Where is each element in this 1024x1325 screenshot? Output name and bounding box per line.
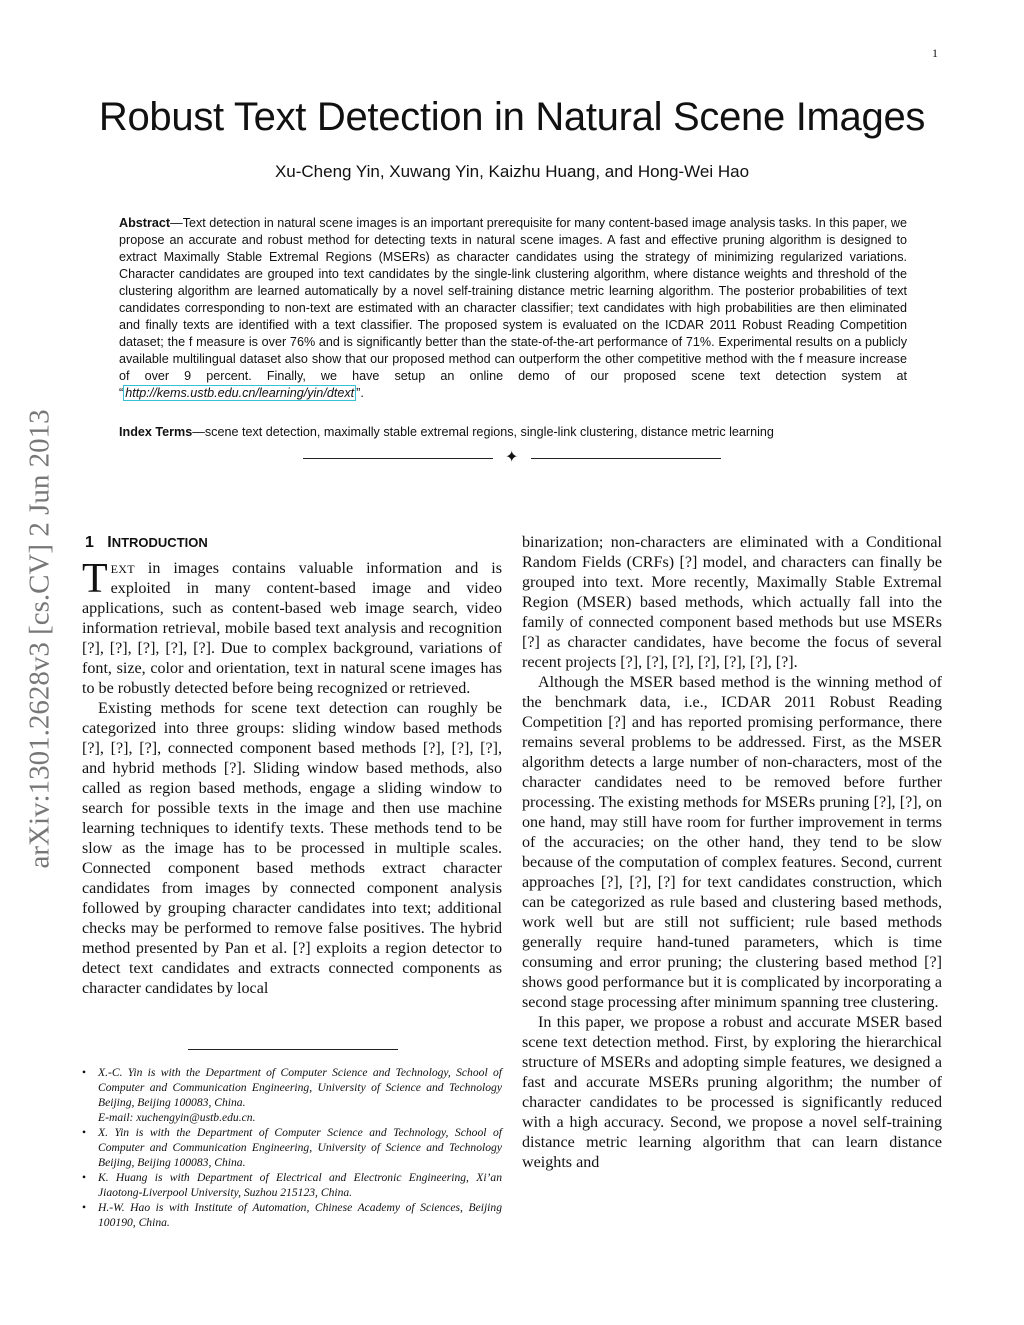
paragraph: binarization; non-characters are eliminated with a Conditional Random Fields (CRFs) [?] model, and characters can finally be grouped into text. More recently, Maximally Stable Extremal Region (MSER) based methods, which actually fall into the family of connected component based methods but use MSERs [?] as character candidates, have become the focus of several recent projects [?], [?], [?], [?], [?], [?], [?]. (522, 534, 942, 671)
first-word-smallcaps: EXT (110, 562, 135, 576)
footnote-text: K. Huang is with Department of Electrical and Electronic Engineering, Xi’an Jiaotong-Liverpool University, Suzhou 215123, China. (98, 1171, 502, 1199)
footnote-item (82, 1200, 502, 1230)
footnote-rule (188, 1049, 398, 1050)
section-title-initial: I (107, 534, 112, 551)
footnote-email: E-mail: xuchengyin@ustb.edu.cn. (98, 1111, 256, 1124)
paragraph-text: in images contains valuable information and is exploited in many content-based image and video applications, such as content-based web image search, video information retrieval, mobile based text analysis and recognition [?], [?], [?], [?], [?]. Due to complex background, variations of font, size, color and orientation, text in natural scene images has to be robustly detected before being recognized or retrieved. (82, 560, 502, 697)
arxiv-stamp: arXiv:1301.2628v3 [cs.CV] 2 Jun 2013 (23, 409, 56, 869)
index-terms-text: —scene text detection, maximally stable extremal regions, single-link clustering, distance metric learning (192, 425, 774, 439)
footnote-text: X. Yin is with the Department of Computer Science and Technology, School of Computer and Communication Engineering, University of Science and Technology Beijing, Beijing 100083, China. (98, 1126, 502, 1169)
paragraph: Although the MSER based method is the winning method of the benchmark data, i.e., ICDAR 2011 Robust Reading Competition [?] and has reported promising performance, there remains several problems to be addressed. First, as the MSER algorithm detects a large number of non-characters, most of the character candidates need to be removed before further processing. The existing methods for MSERs pruning [?], [?], on one hand, may still have room for further improvement in terms of the accuracies; on the other hand, they tend to be slow because of the computation of complex features. Second, current approaches [?], [?], [?] for text candidates construction, which can be categorized as rule based and clustering based methods, work well but are still not sufficient; rule based methods generally require hand-tuned parameters, which is time consuming and error pruning; the clustering based method [?] shows good performance but it is complicated by incorporating a second stage processing after minimum spanning tree clustering. (522, 674, 942, 1011)
paragraph (82, 556, 502, 699)
demo-link[interactable]: http://kems.ustb.edu.cn/learning/yin/dtext (125, 386, 355, 400)
bullet-icon: • (82, 1201, 87, 1214)
paper-title: Robust Text Detection in Natural Scene Images (98, 95, 926, 139)
footnote-item (82, 1065, 502, 1110)
paragraph: In this paper, we propose a robust and accurate MSER based scene text detection method. First, by exploring the hierarchical structure of MSERs and adopting simple features, we designed a fast and accurate MSERs pruning algorithm; the number of character candidates to be processed is significantly reduced with a high accuracy. Second, we propose a novel self-training distance metric learning algorithm that can learn distance weights and (522, 1014, 942, 1171)
abstract-label: Abstract (119, 216, 171, 230)
index-terms-label: Index Terms (119, 425, 193, 439)
footnote-text: H.-W. Hao is with Institute of Automation, Chinese Academy of Sciences, Beijing 100190, China. (98, 1201, 502, 1229)
abstract-text: —Text detection in natural scene images is an important prerequisite for many content-based image analysis tasks. In this paper, we propose an accurate and robust method for detecting texts in natural scene images. A fast and effective pruning algorithm is designed to extract Maximally Stable Extremal Regions (MSERs) as character candidates using the strategy of minimizing regularized variations. Character candidates are grouped into text candidates by the single-link clustering algorithm, where distance weights and threshold of the clustering algorithm are learned automatically by a novel self-training distance metric learning algorithm. The posterior probabilities of text candidates corresponding to non-text are estimated with an character classifier; text candidates with high probabilities are then eliminated and finally texts are identified with a text classifier. The proposed system is evaluated on the ICDAR 2011 Robust Reading Competition dataset; the f measure is over 76% and is significantly better than the state-of-the-art performance of 71%. Experimental results on a publicly available multilingual dataset also show that our proposed method can outperform the other competitive method with the f measure increase of over 9 percent. Finally, we have setup an online demo of our proposed scene text detection system at “ (119, 216, 907, 400)
section-heading (85, 534, 208, 552)
author-list: Xu-Cheng Yin, Xuwang Yin, Kaizhu Huang, and Hong-Wei Hao (274, 162, 750, 181)
page-number: 1 (932, 46, 938, 60)
abstract (119, 215, 907, 402)
index-terms (119, 424, 907, 441)
paragraph: Existing methods for scene text detection can roughly be categorized into three groups: sliding window based methods [?], [?], [?], connected component based methods [?], [?], [?], and hybrid methods [?]. Sliding window based methods, also called as region based methods, engage a sliding window to search for possible texts in the image and then use machine learning techniques to identify texts. These methods tend to be slow as the image has to be processed in multiple scales. Connected component based methods extract character candidates from images by connected component analysis followed by grouping character candidates into text; additional checks may be performed to remove false positives. The hybrid method presented by Pan et al. [?] exploits a region detector to detect text candidates and extracts connected components as character candidates by local (82, 700, 502, 997)
footnote-text: X.-C. Yin is with the Department of Computer Science and Technology, School of Computer and Communication Engineering, University of Science and Technology Beijing, Beijing 100083, China. (98, 1066, 502, 1109)
divider-rule-left (303, 458, 493, 459)
footnotes (82, 1065, 502, 1230)
footnote-item (82, 1110, 502, 1125)
bullet-icon: • (82, 1126, 87, 1139)
left-column (82, 556, 502, 999)
footnote-item (82, 1125, 502, 1170)
divider-diamond-icon: ✦ (505, 449, 519, 466)
bullet-icon: • (82, 1171, 87, 1184)
abstract-text-end: ”. (356, 386, 364, 400)
section-number: 1 (85, 534, 94, 551)
bullet-icon: • (82, 1066, 87, 1079)
dropcap: T (82, 556, 108, 602)
divider-rule-right (531, 458, 721, 459)
right-column (522, 533, 942, 1173)
section-title-rest: NTRODUCTION (111, 535, 208, 550)
footnote-item (82, 1170, 502, 1200)
